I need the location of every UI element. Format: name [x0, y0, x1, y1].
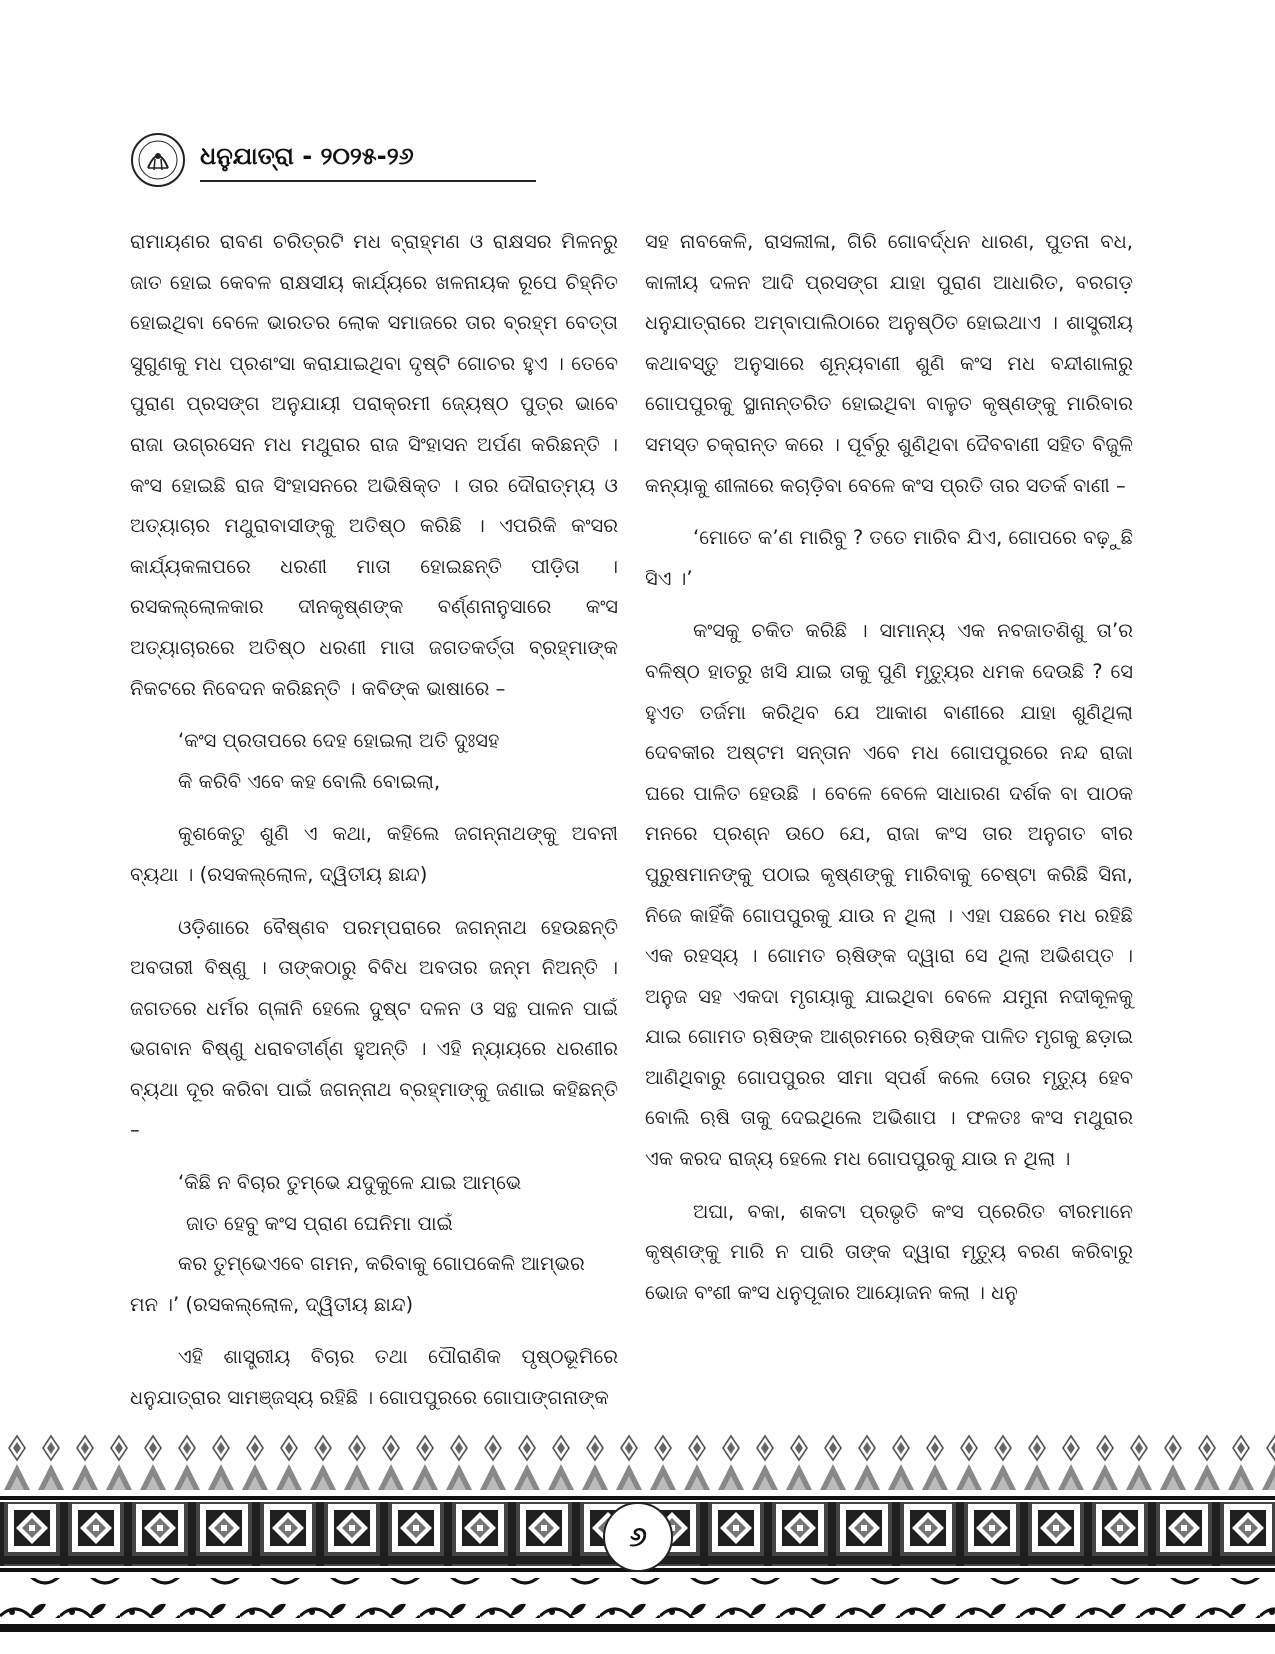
left-paragraph-1: ରାମାୟଣର ରାବଣ ଚରିତ୍ରଟି ମଧ ବ୍ରାହ୍ମଣ ଓ ରାକ୍ଷସର ମିଳନରୁ ଜାତ ହୋଇ କେବଳ ରାକ୍ଷସୀୟ କାର୍ଯ୍ୟରେ ଖଳନାୟକ ରୂପେ ଚିହ୍ନିତ ହୋଇଥିବା ବେଳେ ଭାରତର ଲୋକ ସମାଜରେ ତାର ବ୍ରହ୍ମ ବେତ୍ତା ସୁଗୁଣକୁ ମଧ ପ୍ରଶଂସା କରାଯାଇଥିବା ଦୃଷ୍ଟି ଗୋଚର ହୁଏ । ତେବେ ପୁରାଣ ପ୍ରସଙ୍ଗ ଅନୁଯାୟୀ ପରାକ୍ରମୀ ଜ୍ୟେଷ୍ଠ ପୁତ୍ର ଭାବେ ରାଜା ଉଗ୍ରସେନ ମଧ ମଥୁରାର ରାଜ ସିଂହାସନ ଅର୍ପଣ କରିଛନ୍ତି । କଂସ ହୋଇଛି ରାଜ ସିଂହାସନରେ ଅଭିଷିକ୍ତ । ତାର ଦୌରାତ୍ମ୍ୟ ଓ ଅତ୍ୟାଚାର ମଥୁରାବାସୀଙ୍କୁ ଅତିଷ୍ଠ କରିଛି । ଏପରିକି କଂସର କାର୍ଯ୍ୟକଳାପରେ ଧରଣୀ ମାତା ହୋଇଛନ୍ତି ପୀଡ଼ିତା । ରସକଲ୍ଲୋଳକାର ଦୀନକୃଷ୍ଣଙ୍କ ବର୍ଣ୍ଣନାନୁସାରେ କଂସ ଅତ୍ୟାଚାରରେ ଅତିଷ୍ଠ ଧରଣୀ ମାତା ଜଗତକର୍ତ୍ତା ବ୍ରହ୍ମାଙ୍କ ନିକଟରେ ନିବେଦନ କରିଛନ୍ତି । କବିଙ୍କ ଭାଷାରେ – [130, 230, 618, 700]
verse-line: ଜାତ ହେବୁ କଂସ ପ୍ରାଣ ଘେନିମା ପାଇଁ [186, 1211, 453, 1235]
page-header-title: ଧନୁଯାତ୍ରା - ୨୦୨୫-୨୬ [200, 142, 414, 170]
left-verse-1 [130, 721, 618, 802]
verse-line: ‘କିଛି ନ ବିଚାର ତୁମ୍ଭେ ଯଦୁକୁଳେ ଯାଇ ଆମ୍ଭେ [178, 1171, 522, 1195]
right-paragraph-1: ସହ ନାବକେଳି, ରାସଲୀଳା, ଗିରି ଗୋବର୍ଦ୍ଧନ ଧାରଣ, ପୁତନା ବଧ, କାଳୀୟ ଦଳନ ଆଦି ପ୍ରସଙ୍ଗ ଯାହା ପୁରାଣ ଆଧାରିତ, ବରଗଡ଼ ଧନୁଯାତ୍ରାରେ ଅମ୍ବାପାଲିଠାରେ ଅନୁଷ୍ଠିତ ହୋଇଥାଏ । ଶାସ୍ତ୍ରୀୟ କଥାବସ୍ତୁ ଅନୁସାରେ ଶୂନ୍ୟବାଣୀ ଶୁଣି କଂସ ମଧ ବନ୍ଦୀଶାଳାରୁ ଗୋପପୁରକୁ ସ୍ଥାନାନ୍ତରିତ ହୋଇଥିବା ବାଳୁତ କୃଷ୍ଣଙ୍କୁ ମାରିବାର ସମସ୍ତ ଚକ୍ରାନ୍ତ କରେ । ପୂର୍ବରୁ ଶୁଣିଥିବା ଦୈବବାଣୀ ସହିତ ବିଜୁଳି କନ୍ୟାକୁ ଶୀଳାରେ କଚାଡ଼ିବା ବେଳେ କଂସ ପ୍ରତି ତାର ସତର୍କ ବାଣୀ – [645, 230, 1133, 497]
decorative-footer-border [0, 1432, 1275, 1650]
header-underline [200, 180, 536, 182]
right-column [645, 222, 1133, 1325]
right-paragraph-2: କଂସକୁ ଚକିତ କରିଛି । ସାମାନ୍ୟ ଏକ ନବଜାତଶିଶୁ ତା’ର ବଳିଷ୍ଠ ହାତରୁ ଖସି ଯାଇ ତାକୁ ପୁଣି ମୃତ୍ୟୁର ଧମକ ଦେଉଛି ? ସେ ହୁଏତ ତର୍ଜମା କରିଥିବ ଯେ ଆକାଶ ବାଣୀରେ ଯାହା ଶୁଣିଥିଲା ଦେବକୀର ଅଷ୍ଟମ ସନ୍ତାନ ଏବେ ମଧ ଗୋପପୁରରେ ନନ୍ଦ ରାଜା ଘରେ ପାଳିତ ହେଉଛି । ବେଳେ ବେଳେ ସାଧାରଣ ଦର୍ଶକ ବା ପାଠକ ମନରେ ପ୍ରଶ୍ନ ଉଠେ ଯେ, ରାଜା କଂସ ତାର ଅନୁଗତ ବୀର ପୁରୁଷମାନଙ୍କୁ ପଠାଇ କୃଷ୍ଣଙ୍କୁ ମାରିବାକୁ ଚେଷ୍ଟା କରିଛି ସିନା, ନିଜେ କାହିଁକି ଗୋପପୁରକୁ ଯାଉ ନ ଥିଲା । ଏହା ପଛରେ ମଧ ରହିଛି ଏକ ରହସ୍ୟ । ଗୋମତ ଋଷିଙ୍କ ଦ୍ୱାରା ସେ ଥିଲା ଅଭିଶପ୍ତ । ଅନୁଜ ସହ ଏକଦା ମୃଗୟାକୁ ଯାଇଥିବା ବେଳେ ଯମୁନା ନଦୀକୂଳକୁ ଯାଇ ଗୋମତ ଋଷିଙ୍କ ଆଶ୍ରମରେ ଋଷିଙ୍କ ପାଳିତ ମୃଗକୁ ଛଡ଼ାଇ ଆଣିଥିବାରୁ ଗୋପପୁରର ସୀମା ସ୍ପର୍ଶ କଲେ ତୋର ମୃତ୍ୟୁ ହେବ ବୋଲି ଋଷି ତାକୁ ଦେଇଥିଲେ ଅଭିଶାପ । ଫଳତଃ କଂସ ମଥୁରାର ଏକ କରଦ ରାଜ୍ୟ ହେଲେ ମଧ ଗୋପପୁରକୁ ଯାଉ ନ ଥିଲା । [645, 619, 1133, 1171]
organization-logo-icon [130, 132, 186, 188]
left-verse-2 [130, 1163, 618, 1325]
left-paragraph-3: ଓଡ଼ିଶାରେ ବୈଷ୍ଣବ ପରମ୍ପରାରେ ଜଗନ୍ନାଥ ହେଉଛନ୍ତି ଅବତାରୀ ବିଷ୍ଣୁ । ତାଙ୍କଠାରୁ ବିବିଧ ଅବତାର ଜନ୍ମ ନିଅନ୍ତି । ଜଗତରେ ଧର୍ମର ଗ୍ଳାନି ହେଲେ ଦୁଷ୍ଟ ଦଳନ ଓ ସନ୍ଥ ପାଳନ ପାଇଁ ଭଗବାନ ବିଷ୍ଣୁ ଧରାବତୀର୍ଣ୍ଣ ହୁଅନ୍ତି । ଏହି ନ୍ୟାୟରେ ଧରଣୀର ବ୍ୟଥା ଦୂର କରିବା ପାଇଁ ଜଗନ୍ନାଥ ବ୍ରହ୍ମାଙ୍କୁ ଜଣାଇ କହିଛନ୍ତି – [130, 915, 618, 1142]
verse-line: କର ତୁମ୍ଭେଏବେ ଗମନ, କରିବାକୁ ଗୋପକେଳି ଆମ୍ଭର [178, 1252, 585, 1276]
right-paragraph-3: ଅଘା, ବକା, ଶକଟା ପ୍ରଭୃତି କଂସ ପ୍ରେରିତ ବୀରମାନେ କୃଷ୍ଣଙ୍କୁ ମାରି ନ ପାରି ତାଙ୍କ ଦ୍ୱାରା ମୃତ୍ୟୁ ବରଣ କରିବାରୁ ଭୋଜ ବଂଶୀ କଂସ ଧନୁପୂଜାର ଆୟୋଜନ କଲା । ଧନୁ [645, 1199, 1133, 1304]
page-header [130, 132, 550, 192]
verse-line: କି କରିବି ଏବେ କହ ବୋଲି ବୋଇଲା, [178, 769, 441, 793]
left-paragraph-2: କୁଶକେତୁ ଶୁଣି ଏ କଥା, କହିଲେ ଜଗନ୍ନାଥଙ୍କୁ ଅବନୀ ବ୍ୟଥା । (ରସକଲ୍ଲୋଳ, ଦ୍ୱିତୀୟ ଛାନ୍ଦ) [130, 822, 618, 886]
verse-line: ମନ ।’ (ରସକଲ୍ଲୋଳ, ଦ୍ୱିତୀୟ ଛାନ୍ଦ) [130, 1292, 414, 1316]
left-paragraph-5: ଏହି ଶାସ୍ତ୍ରୀୟ ବିଚାର ତଥା ପୌରାଣିକ ପୃଷ୍ଠଭୂମିରେ ଧନୁଯାତ୍ରାର ସାମଞ୍ଜସ୍ୟ ରହିଛି । ଗୋପପୁରରେ ଗୋପାଙ୍ଗନାଙ୍କ [130, 1345, 618, 1410]
page-number: ୬ [603, 1502, 673, 1572]
left-column [130, 222, 618, 1431]
right-quote: ‘ମୋତେ କ’ଣ ମାରିବୁ ? ତତେ ମାରିବ ଯିଏ, ଗୋପରେ ବଢ଼ୁଛି ସିଏ ।’ [645, 526, 1133, 590]
verse-line: ‘କଂସ ପ୍ରତାପରେ ଦେହ ହୋଇଲା ଅତି ଦୁଃସହ [178, 729, 500, 753]
